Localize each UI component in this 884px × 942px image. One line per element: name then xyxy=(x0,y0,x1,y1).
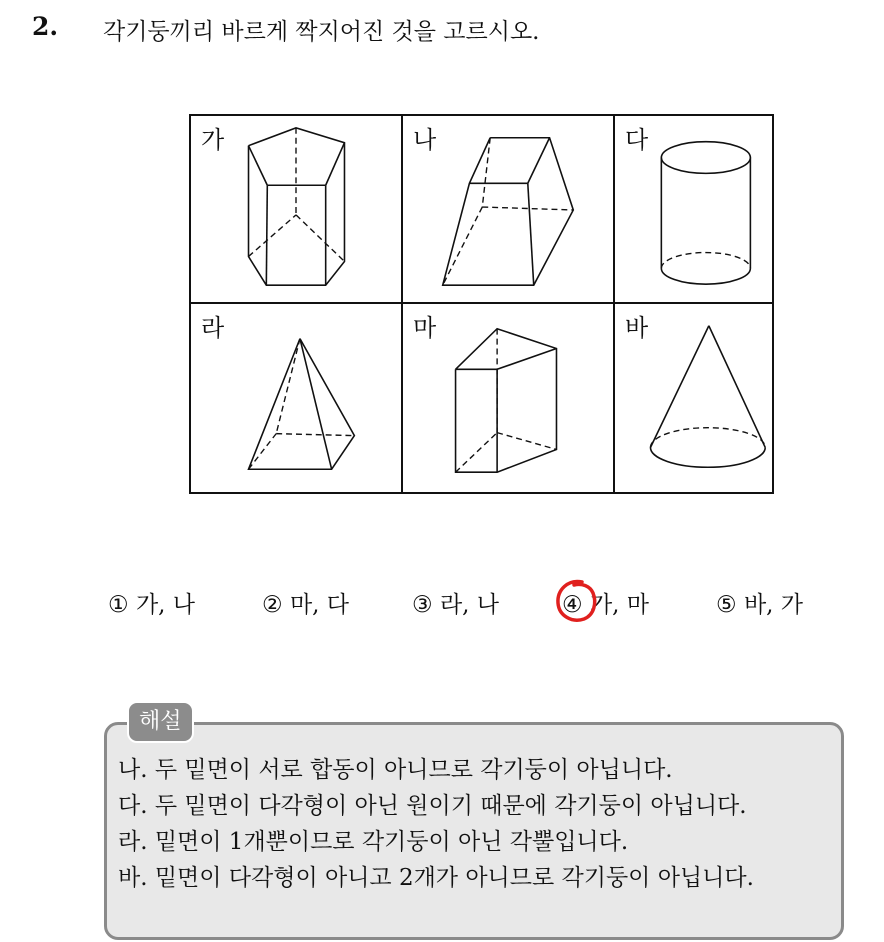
figures-grid xyxy=(189,114,774,494)
figure-label: 라 xyxy=(201,314,225,342)
figure-label: 가 xyxy=(201,126,225,154)
choice-1[interactable]: ① 가, 나 xyxy=(108,592,195,618)
explanation-title: 해설 xyxy=(127,701,194,743)
figure-cell-na xyxy=(403,116,615,304)
choice-5[interactable]: ⑤ 바, 가 xyxy=(716,592,803,618)
explanation-lines xyxy=(118,752,754,896)
figure-cell-da xyxy=(615,116,772,304)
choice-2[interactable]: ② 마, 다 xyxy=(262,592,349,618)
explanation-line: 라. 밑면이 1개뿐이므로 각기둥이 아닌 각뿔입니다. xyxy=(118,829,629,855)
explanation-line: 나. 두 밑면이 서로 합동이 아니므로 각기둥이 아닙니다. xyxy=(118,757,673,783)
choice-3[interactable]: ③ 라, 나 xyxy=(412,592,499,618)
figure-cell-ra xyxy=(191,304,403,492)
question-text: 각기둥끼리 바르게 짝지어진 것을 고르시오. xyxy=(103,19,540,45)
question-number: 2. xyxy=(32,12,59,41)
figure-label: 바 xyxy=(625,314,649,342)
answer-choices xyxy=(108,586,828,622)
explanation-line: 다. 두 밑면이 다각형이 아닌 원이기 때문에 각기둥이 아닙니다. xyxy=(118,793,747,819)
figure-cell-ga xyxy=(191,116,403,304)
figure-cell-ma xyxy=(403,304,615,492)
choice-4[interactable]: ④ 가, 마 xyxy=(562,592,649,618)
figure-label: 나 xyxy=(413,126,437,154)
figure-label: 다 xyxy=(625,126,649,154)
figure-cell-ba xyxy=(615,304,772,492)
explanation-line: 바. 밑면이 다각형이 아니고 2개가 아니므로 각기둥이 아닙니다. xyxy=(118,865,754,891)
figure-label: 마 xyxy=(413,314,437,342)
